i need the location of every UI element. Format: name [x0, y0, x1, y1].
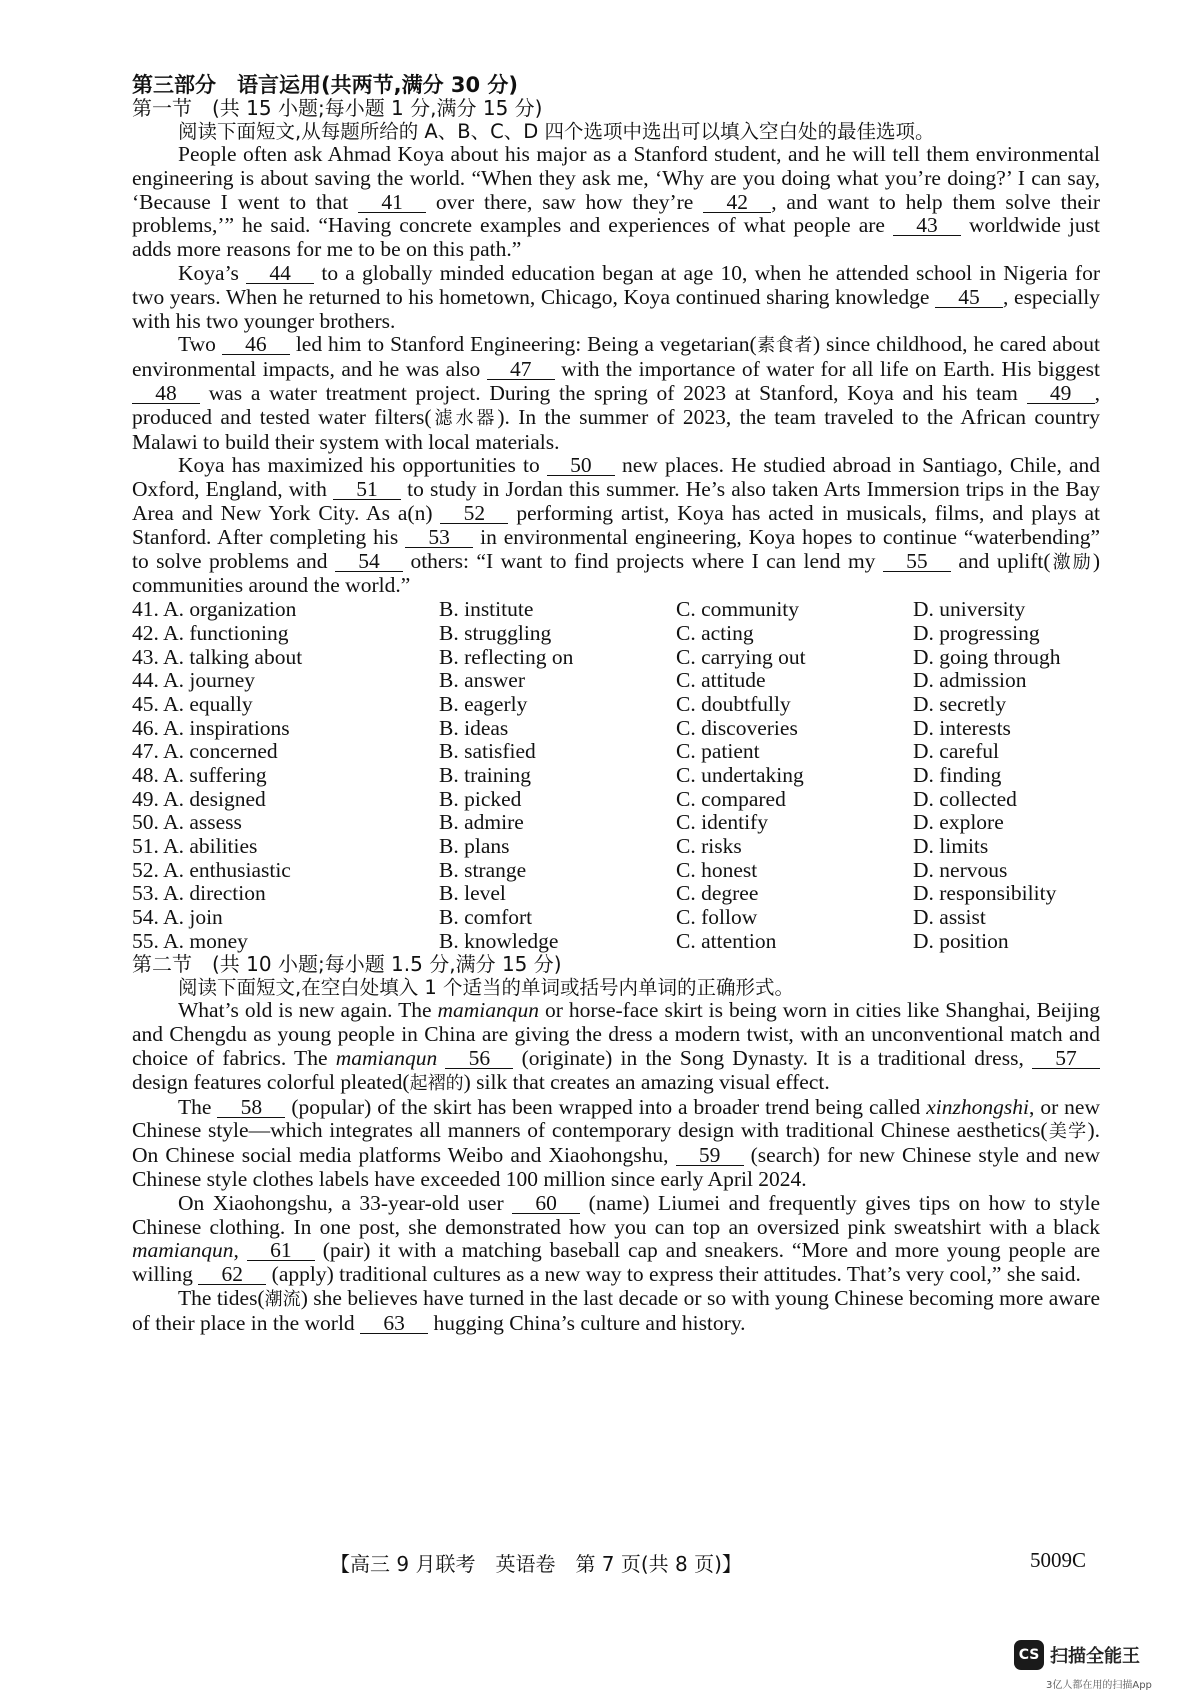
- option-choice[interactable]: C. identify: [676, 810, 768, 835]
- blank-46[interactable]: 46: [222, 335, 290, 355]
- option-choice[interactable]: 49. A. designed: [132, 786, 266, 811]
- option-choice[interactable]: 43. A. talking about: [132, 644, 303, 669]
- option-choice[interactable]: D. collected: [913, 786, 1017, 811]
- option-choice[interactable]: 45. A. equally: [132, 691, 253, 716]
- option-choice[interactable]: 50. A. assess: [132, 810, 242, 835]
- option-choice[interactable]: C. attention: [676, 928, 777, 953]
- exam-code: 5009C: [1030, 1548, 1087, 1572]
- blank-51[interactable]: 51: [333, 480, 401, 500]
- option-choice[interactable]: C. compared: [676, 786, 786, 811]
- option-row: [132, 788, 1100, 812]
- blank-45[interactable]: 45: [935, 288, 1003, 308]
- option-choice[interactable]: 47. A. concerned: [132, 739, 278, 764]
- page-footer: 【高三 9 月联考 英语卷 第 7 页(共 8 页)】: [330, 1552, 742, 1576]
- option-choice[interactable]: 55. A. money: [132, 928, 248, 953]
- option-choice[interactable]: 52. A. enthusiastic: [132, 857, 291, 882]
- option-choice[interactable]: 53. A. direction: [132, 881, 266, 906]
- option-choice[interactable]: D. assist: [913, 905, 986, 930]
- blank-47[interactable]: 47: [487, 360, 555, 380]
- blank-58[interactable]: 58: [217, 1098, 285, 1118]
- option-choice[interactable]: B. satisfied: [439, 739, 536, 764]
- option-choice[interactable]: 48. A. suffering: [132, 762, 267, 787]
- option-row: [132, 669, 1100, 693]
- blank-60[interactable]: 60: [512, 1194, 580, 1214]
- blank-53[interactable]: 53: [405, 528, 473, 548]
- option-row: [132, 811, 1100, 835]
- option-choice[interactable]: D. responsibility: [913, 881, 1057, 906]
- option-choice[interactable]: C. acting: [676, 620, 754, 645]
- option-row: [132, 764, 1100, 788]
- blank-49[interactable]: 49: [1027, 384, 1095, 404]
- exam-page: [132, 74, 1100, 1336]
- option-choice[interactable]: 54. A. join: [132, 905, 223, 930]
- option-choice[interactable]: B. plans: [439, 834, 510, 859]
- blank-52[interactable]: 52: [440, 504, 508, 524]
- blank-59[interactable]: 59: [676, 1146, 744, 1166]
- blank-55[interactable]: 55: [883, 552, 951, 572]
- option-choice[interactable]: D. nervous: [913, 857, 1008, 882]
- passage1-paragraph-4: Koya has maximized his opportunities to 50 new places. He studied abroad in Santiago, Chile, and Oxford, England, with 51 to study in Jordan this summer. He’s also taken Arts Immersion trips in the Bay Area and New York City. As a(n) 52 performing artist, Koya has acted in musicals, films, and plays at Stanford. After completing his 53 in environmental engineering, Koya hopes to continue “waterbending” to solve problems and 54 others: “I want to find projects where I can lend my 55 and uplift(激励) communities around the world.”: [132, 453, 1101, 598]
- blank-50[interactable]: 50: [547, 456, 615, 476]
- option-choice[interactable]: D. explore: [913, 810, 1004, 835]
- option-choice[interactable]: C. follow: [676, 905, 758, 930]
- option-choice[interactable]: C. risks: [676, 834, 742, 859]
- option-choice[interactable]: D. finding: [913, 762, 1002, 787]
- passage1-paragraph-1: People often ask Ahmad Koya about his major as a Stanford student, and he will tell them environmental engineering is about saving the world. “When they ask me, ‘Why are you doing what you’re doing?’ I can say, ‘Because I went to that 41 over there, saw how they’re 42 , and want to help them solve their problems,’” he said. “Having concrete examples and experiences of what people are 43 worldwide just adds more reasons for me to be on this path.”: [132, 142, 1101, 262]
- blank-57[interactable]: 57: [1032, 1049, 1100, 1069]
- camscanner-logo-icon: CS: [1014, 1640, 1044, 1670]
- part2-instructions: 阅读下面短文,在空白处填入 1 个适当的单词或括号内单词的正确形式。: [178, 976, 795, 1000]
- blank-56[interactable]: 56: [445, 1049, 513, 1069]
- passage1-paragraph-2: Koya’s 44 to a globally minded education began at age 10, when he attended school in Nigeria for two years. When he returned to his hometown, Chicago, Koya continued sharing knowledge 45 , especially with his two younger brothers.: [132, 260, 1100, 333]
- option-choice[interactable]: C. community: [676, 597, 800, 622]
- passage1-paragraph-3: Two 46 led him to Stanford Engineering: Being a vegetarian(素食者) since childhood, he cared about environmental impacts, and he was also 47 with the importance of water for all life on Earth. His biggest 48 was a water treatment project. During the spring of 2023 at Stanford, Koya and his team 49 , produced and tested water filters(滤水器). In the summer of 2023, the team traveled to the African country Malawi to build their system with local materials.: [132, 332, 1100, 454]
- option-choice[interactable]: D. going through: [913, 644, 1061, 669]
- option-row: [132, 906, 1100, 930]
- option-choice[interactable]: B. ideas: [439, 715, 509, 740]
- passage2-paragraph-2: The 58 (popular) of the skirt has been wrapped into a broader trend being called xinzhongshi, or new Chinese style—which integrates all manners of contemporary design with traditional Chinese aesthetics(美学). On Chinese social media platforms Weibo and Xiaohongshu, 59 (search) for new Chinese style and new Chinese style clothes labels have exceeded 100 million since early April 2024.: [132, 1094, 1101, 1192]
- option-choice[interactable]: B. eagerly: [439, 691, 528, 716]
- option-choice[interactable]: C. attitude: [676, 668, 766, 693]
- option-choice[interactable]: 51. A. abilities: [132, 834, 258, 859]
- option-choice[interactable]: C. doubtfully: [676, 691, 791, 716]
- option-row: [132, 717, 1100, 741]
- option-choice[interactable]: B. training: [439, 762, 531, 787]
- option-choice[interactable]: D. progressing: [913, 620, 1040, 645]
- option-choice[interactable]: 41. A. organization: [132, 597, 297, 622]
- option-choice[interactable]: C. discoveries: [676, 715, 798, 740]
- option-choice[interactable]: D. university: [913, 597, 1026, 622]
- blank-54[interactable]: 54: [335, 552, 403, 572]
- option-row: [132, 859, 1100, 883]
- option-choice[interactable]: B. institute: [439, 597, 534, 622]
- option-row: [132, 835, 1100, 859]
- option-choice[interactable]: B. struggling: [439, 620, 552, 645]
- watermark-name: 扫描全能王: [1050, 1646, 1140, 1667]
- option-choice[interactable]: D. secretly: [913, 691, 1007, 716]
- blank-63[interactable]: 63: [360, 1314, 428, 1334]
- option-choice[interactable]: B. answer: [439, 668, 525, 693]
- option-choice[interactable]: 42. A. functioning: [132, 620, 289, 645]
- option-choice[interactable]: C. patient: [676, 739, 760, 764]
- blank-61[interactable]: 61: [247, 1241, 315, 1261]
- passage2-paragraph-3: On Xiaohongshu, a 33-year-old user 60 (name) Liumei and frequently gives tips on how to style Chinese clothing. In one post, she demonstrated how you can top an oversized pink sweatshirt with a black mamianqun, 61 (pair) it with a matching baseball cap and sneakers. “More and more young people are willing 62 (apply) traditional cultures as a new way to express their attitudes. That’s very cool,” she said.: [132, 1190, 1101, 1287]
- option-row: [132, 598, 1100, 622]
- blank-44[interactable]: 44: [246, 264, 314, 284]
- option-choice[interactable]: B. level: [439, 881, 506, 906]
- option-choice[interactable]: D. position: [913, 928, 1009, 953]
- option-choice[interactable]: C. degree: [676, 881, 759, 906]
- blank-42[interactable]: 42: [703, 193, 771, 213]
- option-row: [132, 622, 1100, 646]
- option-choice[interactable]: B. picked: [439, 786, 522, 811]
- part1-title: 第一节 (共 15 小题;每小题 1 分,满分 15 分): [132, 96, 543, 120]
- option-choice[interactable]: B. comfort: [439, 905, 533, 930]
- section-title: 第三部分 语言运用(共两节,满分 30 分): [132, 73, 519, 97]
- option-row: [132, 740, 1100, 764]
- option-choice[interactable]: B. admire: [439, 810, 524, 835]
- blank-62[interactable]: 62: [198, 1265, 266, 1285]
- option-choice[interactable]: C. carrying out: [676, 644, 806, 669]
- part1-instructions: 阅读下面短文,从每题所给的 A、B、C、D 四个选项中选出可以填入空白处的最佳选项。: [178, 120, 935, 143]
- option-row: [132, 693, 1100, 717]
- option-choice[interactable]: B. knowledge: [439, 928, 559, 953]
- blank-43[interactable]: 43: [893, 216, 961, 236]
- option-choice[interactable]: 46. A. inspirations: [132, 715, 290, 740]
- blank-48[interactable]: 48: [132, 384, 200, 404]
- option-choice[interactable]: D. admission: [913, 668, 1027, 693]
- watermark-tagline: 3亿人都在用的扫描App: [1046, 1680, 1152, 1691]
- answer-options: [132, 598, 1100, 953]
- passage2-paragraph-1: What’s old is new again. The mamianqun or horse-face skirt is being worn in cities like Shanghai, Beijing and Chengdu as young people in China are giving the dress a modern twist, with an unconventional match and choice of fabrics. The mamianqun 56 (originate) in the Song Dynasty. It is a traditional dress, 57 design features colorful pleated(起褶的) silk that creates an amazing visual effect.: [132, 998, 1100, 1094]
- option-choice[interactable]: D. careful: [913, 739, 999, 764]
- option-row: [132, 930, 1100, 954]
- option-choice[interactable]: 44. A. journey: [132, 668, 256, 693]
- option-choice[interactable]: C. undertaking: [676, 762, 804, 787]
- part2-title: 第二节 (共 10 小题;每小题 1.5 分,满分 15 分): [132, 952, 562, 977]
- option-choice[interactable]: B. strange: [439, 857, 527, 882]
- option-choice[interactable]: D. limits: [913, 834, 989, 859]
- option-row: [132, 882, 1100, 906]
- blank-41[interactable]: 41: [358, 193, 426, 213]
- option-choice[interactable]: C. honest: [676, 857, 758, 882]
- option-row: [132, 646, 1100, 670]
- option-choice[interactable]: B. reflecting on: [439, 644, 574, 669]
- option-choice[interactable]: D. interests: [913, 715, 1011, 740]
- scanner-watermark: [1014, 1640, 1140, 1670]
- passage2-paragraph-4: The tides(潮流) she believes have turned in the last decade or so with young Chinese becoming more aware of their place in the world 63 hugging China’s culture and history.: [132, 1286, 1101, 1335]
